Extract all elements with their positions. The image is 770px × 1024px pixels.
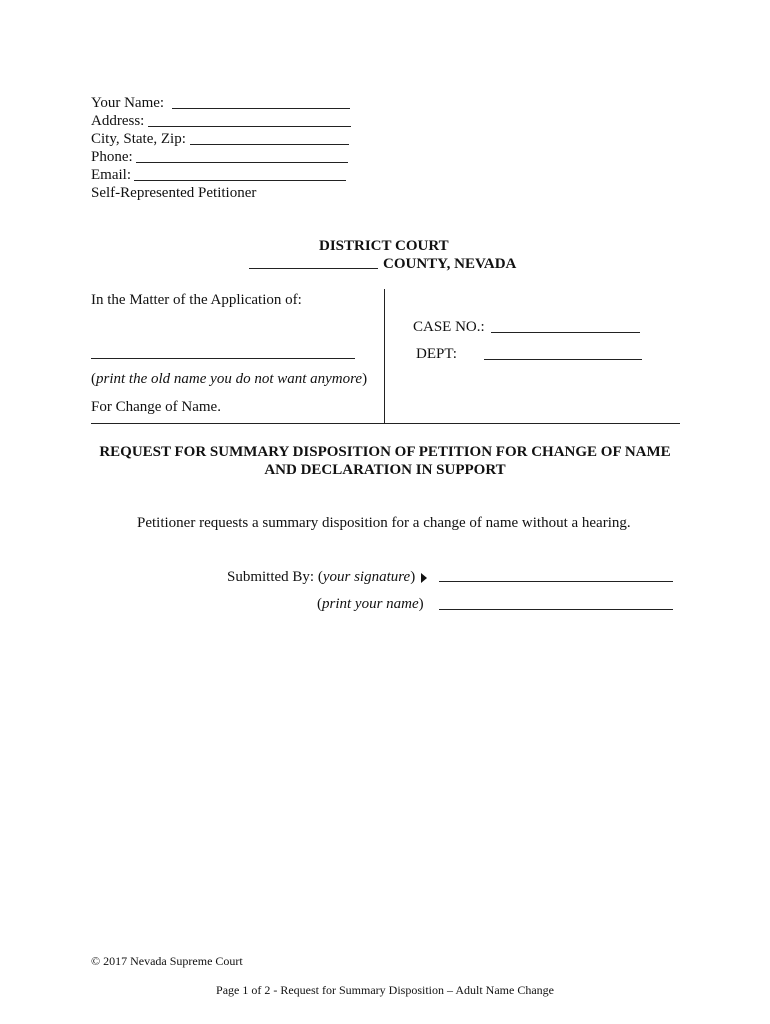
- copyright-notice: © 2017 Nevada Supreme Court: [91, 954, 243, 968]
- your-name-label: Your Name:: [91, 95, 165, 111]
- print-name-field[interactable]: [439, 596, 673, 610]
- old-name-field[interactable]: [91, 345, 355, 359]
- email-label: Email:: [91, 167, 131, 183]
- email-field[interactable]: [134, 167, 346, 181]
- petitioner-label: Self-Represented Petitioner: [91, 185, 257, 201]
- case-no-field[interactable]: [491, 319, 640, 333]
- signature-field[interactable]: [439, 568, 673, 582]
- old-name-instruction: (print the old name you do not want anymore): [91, 371, 368, 387]
- county-field[interactable]: [249, 255, 378, 269]
- phone-label: Phone:: [91, 149, 133, 165]
- city-state-zip-field[interactable]: [190, 131, 349, 145]
- print-name-label: (print your name): [317, 596, 424, 612]
- dept-label: DEPT:: [416, 346, 457, 362]
- caption-bottom-rule: [91, 423, 680, 424]
- your-name-field[interactable]: [172, 95, 350, 109]
- dept-field[interactable]: [484, 346, 642, 360]
- address-label: Address:: [91, 113, 145, 129]
- matter-label: In the Matter of the Application of:: [91, 292, 302, 308]
- caption-divider: [384, 289, 385, 423]
- county-label: COUNTY, NEVADA: [383, 256, 517, 272]
- request-statement: Petitioner requests a summary disposition for a change of name without a hearing.: [137, 515, 631, 531]
- case-no-label: CASE NO.:: [413, 319, 485, 335]
- submitted-by-label: Submitted By: (your signature): [227, 568, 427, 586]
- document-title-line2: AND DECLARATION IN SUPPORT: [264, 462, 506, 478]
- city-state-zip-label: City, State, Zip:: [91, 131, 186, 147]
- court-title: DISTRICT COURT: [319, 238, 449, 254]
- change-of-name-label: For Change of Name.: [91, 399, 221, 415]
- page-footer: Page 1 of 2 - Request for Summary Disposition – Adult Name Change: [216, 983, 554, 997]
- arrow-right-icon: [421, 573, 427, 583]
- document-title-line1: REQUEST FOR SUMMARY DISPOSITION OF PETITION FOR CHANGE OF NAME: [99, 444, 671, 460]
- phone-field[interactable]: [136, 149, 348, 163]
- address-field[interactable]: [148, 113, 351, 127]
